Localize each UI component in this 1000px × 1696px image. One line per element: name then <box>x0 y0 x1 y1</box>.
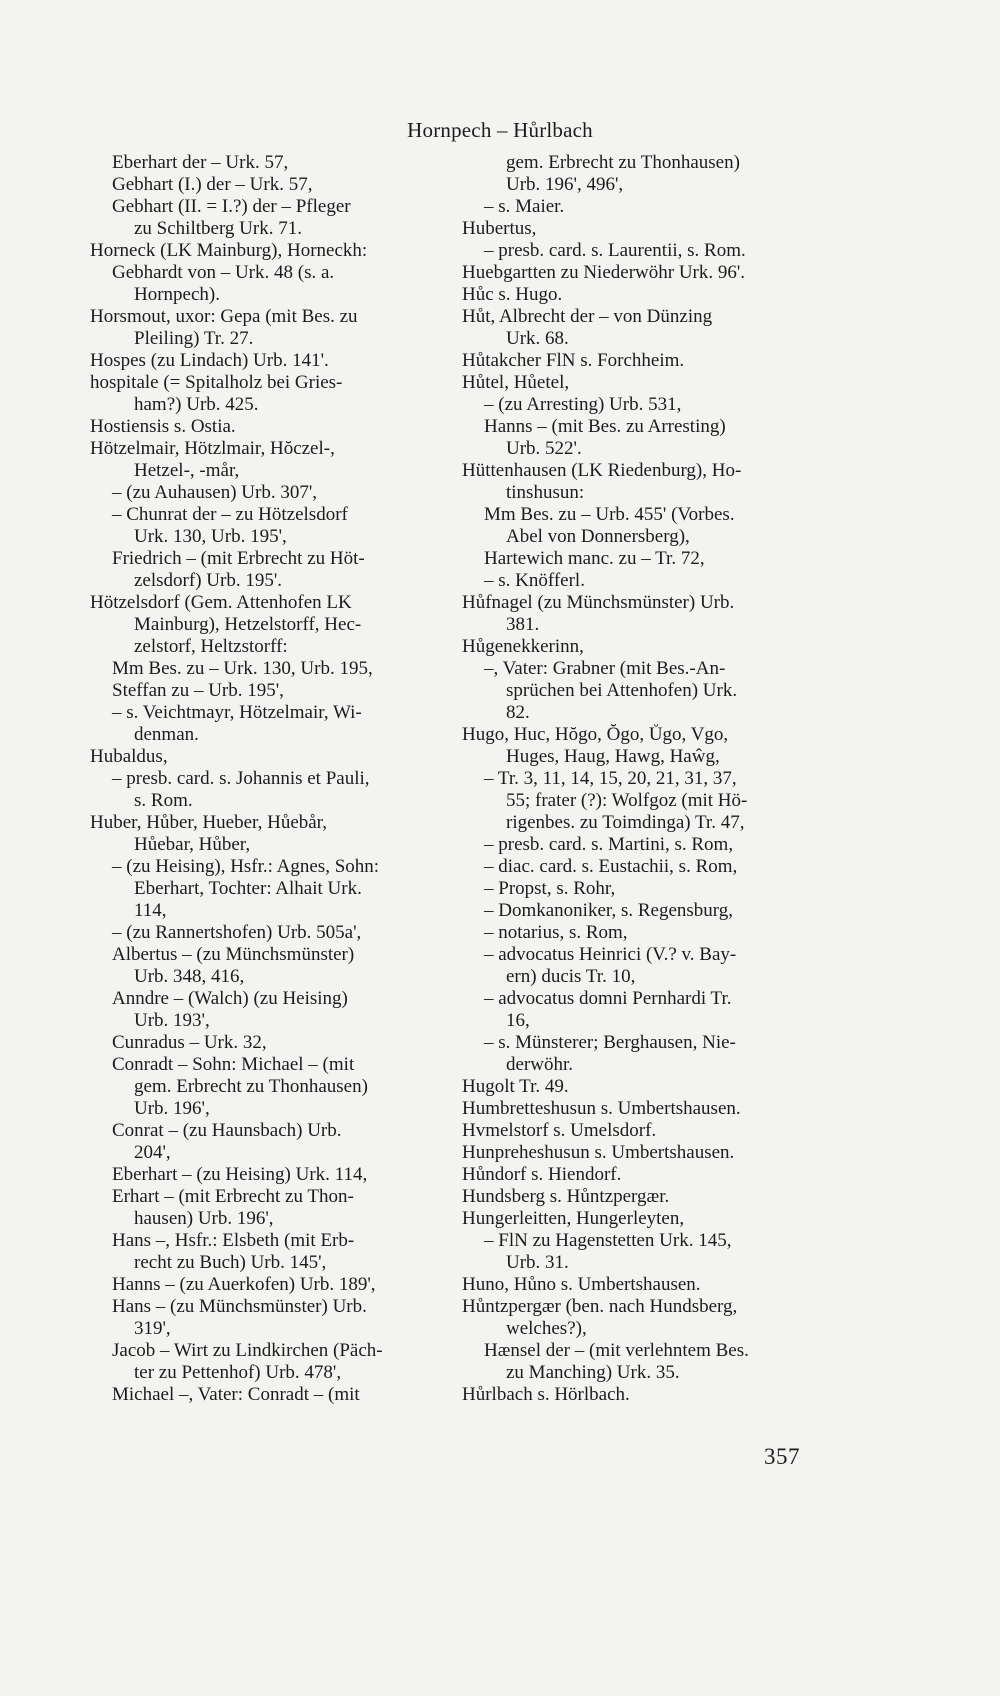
index-line: 204', <box>134 1142 171 1163</box>
index-line: Hostiensis s. Ostia. <box>90 416 236 437</box>
index-line: Gebhart (II. = I.?) der – Pfleger <box>112 196 351 217</box>
index-line: Hötzelsdorf (Gem. Attenhofen LK <box>90 592 352 613</box>
index-line: Erhart – (mit Erbrecht zu Thon- <box>112 1186 354 1207</box>
index-line: – (zu Auhausen) Urb. 307', <box>112 482 317 503</box>
index-line: welches?), <box>506 1318 587 1339</box>
index-line: Mm Bes. zu – Urb. 455' (Vorbes. <box>484 504 735 525</box>
index-line: – presb. card. s. Martini, s. Rom, <box>484 834 734 855</box>
index-line: Urb. 196', <box>134 1098 210 1119</box>
index-line: Gebhardt von – Urk. 48 (s. a. <box>112 262 335 283</box>
index-line: Albertus – (zu Münchsmünster) <box>112 944 355 965</box>
index-line: Hundsberg s. Hůntzpergær. <box>462 1186 670 1207</box>
index-line: – Chunrat der – zu Hötzelsdorf <box>112 504 348 525</box>
index-line: zelstorf, Heltzstorff: <box>134 636 288 657</box>
index-line: ern) ducis Tr. 10, <box>506 966 636 987</box>
index-line: Urb. 196', 496', <box>506 174 624 195</box>
index-line: – (zu Rannertshofen) Urb. 505a', <box>112 922 362 943</box>
index-line: Hůntzpergær (ben. nach Hundsberg, <box>462 1296 738 1317</box>
index-line: Eberhart der – Urk. 57, <box>112 152 289 173</box>
index-line: Hugolt Tr. 49. <box>462 1076 569 1097</box>
index-line: Eberhart, Tochter: Alhait Urk. <box>134 878 362 899</box>
index-line: Hugo, Huc, Hŏgo, Ŏgo, Ůgo, Vgo, <box>462 724 729 745</box>
index-line: Huges, Haug, Hawg, Haŵg, <box>506 746 720 767</box>
left-column <box>90 152 434 1406</box>
index-line: Cunradus – Urk. 32, <box>112 1032 267 1053</box>
index-line: Eberhart – (zu Heising) Urk. 114, <box>112 1164 368 1185</box>
index-line: s. Rom. <box>134 790 193 811</box>
index-line: Hanns – (mit Bes. zu Arresting) <box>484 416 726 437</box>
index-line: – FlN zu Hagenstetten Urk. 145, <box>484 1230 732 1251</box>
index-line: – s. Maier. <box>484 196 565 217</box>
index-line: zu Schiltberg Urk. 71. <box>134 218 302 239</box>
index-line: – Tr. 3, 11, 14, 15, 20, 21, 31, 37, <box>484 768 737 789</box>
index-line: Hůndorf s. Hiendorf. <box>462 1164 622 1185</box>
index-line: hospitale (= Spitalholz bei Gries- <box>90 372 343 393</box>
index-line: Urk. 68. <box>506 328 569 349</box>
index-line: Hüttenhausen (LK Riedenburg), Ho- <box>462 460 742 481</box>
index-line: 82. <box>506 702 530 723</box>
index-line: Conrat – (zu Haunsbach) Urb. <box>112 1120 342 1141</box>
index-line: hausen) Urb. 196', <box>134 1208 274 1229</box>
index-line: Horsmout, uxor: Gepa (mit Bes. zu <box>90 306 358 327</box>
index-line: – diac. card. s. Eustachii, s. Rom, <box>484 856 738 877</box>
page-number: 357 <box>764 1444 800 1469</box>
index-line: Abel von Donnersberg), <box>506 526 690 547</box>
index-line: 319', <box>134 1318 171 1339</box>
index-line: denman. <box>134 724 199 745</box>
index-line: Steffan zu – Urb. 195', <box>112 680 284 701</box>
index-line: Urb. 31. <box>506 1252 569 1273</box>
index-line: Hartewich manc. zu – Tr. 72, <box>484 548 705 569</box>
index-line: tinshusun: <box>506 482 585 503</box>
index-line: ham?) Urb. 425. <box>134 394 259 415</box>
index-line: Hůc s. Hugo. <box>462 284 563 305</box>
index-line: Hanns – (zu Auerkofen) Urb. 189', <box>112 1274 376 1295</box>
index-line: Urb. 522'. <box>506 438 582 459</box>
index-line: – advocatus domni Pernhardi Tr. <box>484 988 732 1009</box>
index-line: – advocatus Heinrici (V.? v. Bay- <box>484 944 737 965</box>
index-line: –, Vater: Grabner (mit Bes.-An- <box>484 658 726 679</box>
index-line: Hunpreheshusun s. Umbertshausen. <box>462 1142 735 1163</box>
index-line: Jacob – Wirt zu Lindkirchen (Päch- <box>112 1340 383 1361</box>
index-line: Hůt, Albrecht der – von Dünzing <box>462 306 713 327</box>
index-line: Hornpech). <box>134 284 220 305</box>
index-line: – s. Veichtmayr, Hötzelmair, Wi- <box>112 702 362 723</box>
index-line: – Domkanoniker, s. Regensburg, <box>484 900 734 921</box>
index-line: Hænsel der – (mit verlehntem Bes. <box>484 1340 749 1361</box>
index-line: 16, <box>506 1010 530 1031</box>
index-line: Hubaldus, <box>90 746 168 767</box>
right-column <box>462 152 812 1406</box>
index-line: Hůtel, Hůetel, <box>462 372 570 393</box>
index-line: Hůfnagel (zu Münchsmünster) Urb. <box>462 592 735 613</box>
index-line: – presb. card. s. Johannis et Pauli, <box>112 768 370 789</box>
index-line: gem. Erbrecht zu Thonhausen) <box>506 152 740 173</box>
index-line: Mainburg), Hetzelstorff, Hec- <box>134 614 362 635</box>
index-line: Anndre – (Walch) (zu Heising) <box>112 988 348 1009</box>
index-line: Mm Bes. zu – Urk. 130, Urb. 195, <box>112 658 373 679</box>
index-line: Hans –, Hsfr.: Elsbeth (mit Erb- <box>112 1230 355 1251</box>
index-line: 381. <box>506 614 540 635</box>
index-line: – s. Münsterer; Berghausen, Nie- <box>484 1032 736 1053</box>
index-line: Urk. 130, Urb. 195', <box>134 526 287 547</box>
index-line: Conradt – Sohn: Michael – (mit <box>112 1054 355 1075</box>
index-line: Friedrich – (mit Erbrecht zu Höt- <box>112 548 365 569</box>
index-line: Hans – (zu Münchsmünster) Urb. <box>112 1296 367 1317</box>
index-line: Humbretteshusun s. Umbertshausen. <box>462 1098 741 1119</box>
index-line: rigenbes. zu Toimdinga) Tr. 47, <box>506 812 745 833</box>
running-header: Hornpech – Hůrlbach <box>407 118 593 142</box>
index-line: Urb. 348, 416, <box>134 966 245 987</box>
index-line: Hospes (zu Lindach) Urb. 141'. <box>90 350 329 371</box>
index-line: zu Manching) Urk. 35. <box>506 1362 680 1383</box>
index-line: Hungerleitten, Hungerleyten, <box>462 1208 685 1229</box>
index-line: 55; frater (?): Wolfgoz (mit Hö- <box>506 790 748 811</box>
index-line: ter zu Pettenhof) Urb. 478', <box>134 1362 342 1383</box>
index-line: – notarius, s. Rom, <box>484 922 628 943</box>
index-line: zelsdorf) Urb. 195'. <box>134 570 282 591</box>
index-line: Hůgenekkerinn, <box>462 636 584 657</box>
index-line: derwöhr. <box>506 1054 574 1075</box>
index-line: – presb. card. s. Laurentii, s. Rom. <box>484 240 746 261</box>
index-line: recht zu Buch) Urb. 145', <box>134 1252 327 1273</box>
index-line: Hůrlbach s. Hörlbach. <box>462 1384 630 1405</box>
index-line: Hetzel-, -mår, <box>134 460 240 481</box>
index-line: Hůebar, Hůber, <box>134 834 251 855</box>
index-line: 114, <box>134 900 167 921</box>
index-line: gem. Erbrecht zu Thonhausen) <box>134 1076 368 1097</box>
index-line: Huno, Hůno s. Umbertshausen. <box>462 1274 701 1295</box>
index-line: Urb. 193', <box>134 1010 210 1031</box>
index-line: Huebgartten zu Niederwöhr Urk. 96'. <box>462 262 746 283</box>
index-line: Gebhart (I.) der – Urk. 57, <box>112 174 313 195</box>
index-line: Hötzelmair, Hötzlmair, Hŏczel-, <box>90 438 335 459</box>
index-line: Michael –, Vater: Conradt – (mit <box>112 1384 360 1405</box>
index-line: Huber, Hůber, Hueber, Hůebår, <box>90 812 327 833</box>
index-line: – (zu Heising), Hsfr.: Agnes, Sohn: <box>112 856 380 877</box>
index-line: – Propst, s. Rohr, <box>484 878 616 899</box>
index-line: Hubertus, <box>462 218 537 239</box>
index-line: Pleiling) Tr. 27. <box>134 328 254 349</box>
index-line: – s. Knöfferl. <box>484 570 585 591</box>
index-line: Hvmelstorf s. Umelsdorf. <box>462 1120 657 1141</box>
index-line: Hůtakcher FlN s. Forchheim. <box>462 350 685 371</box>
index-line: – (zu Arresting) Urb. 531, <box>484 394 682 415</box>
index-line: Horneck (LK Mainburg), Horneckh: <box>90 240 368 261</box>
index-line: sprüchen bei Attenhofen) Urk. <box>506 680 738 701</box>
